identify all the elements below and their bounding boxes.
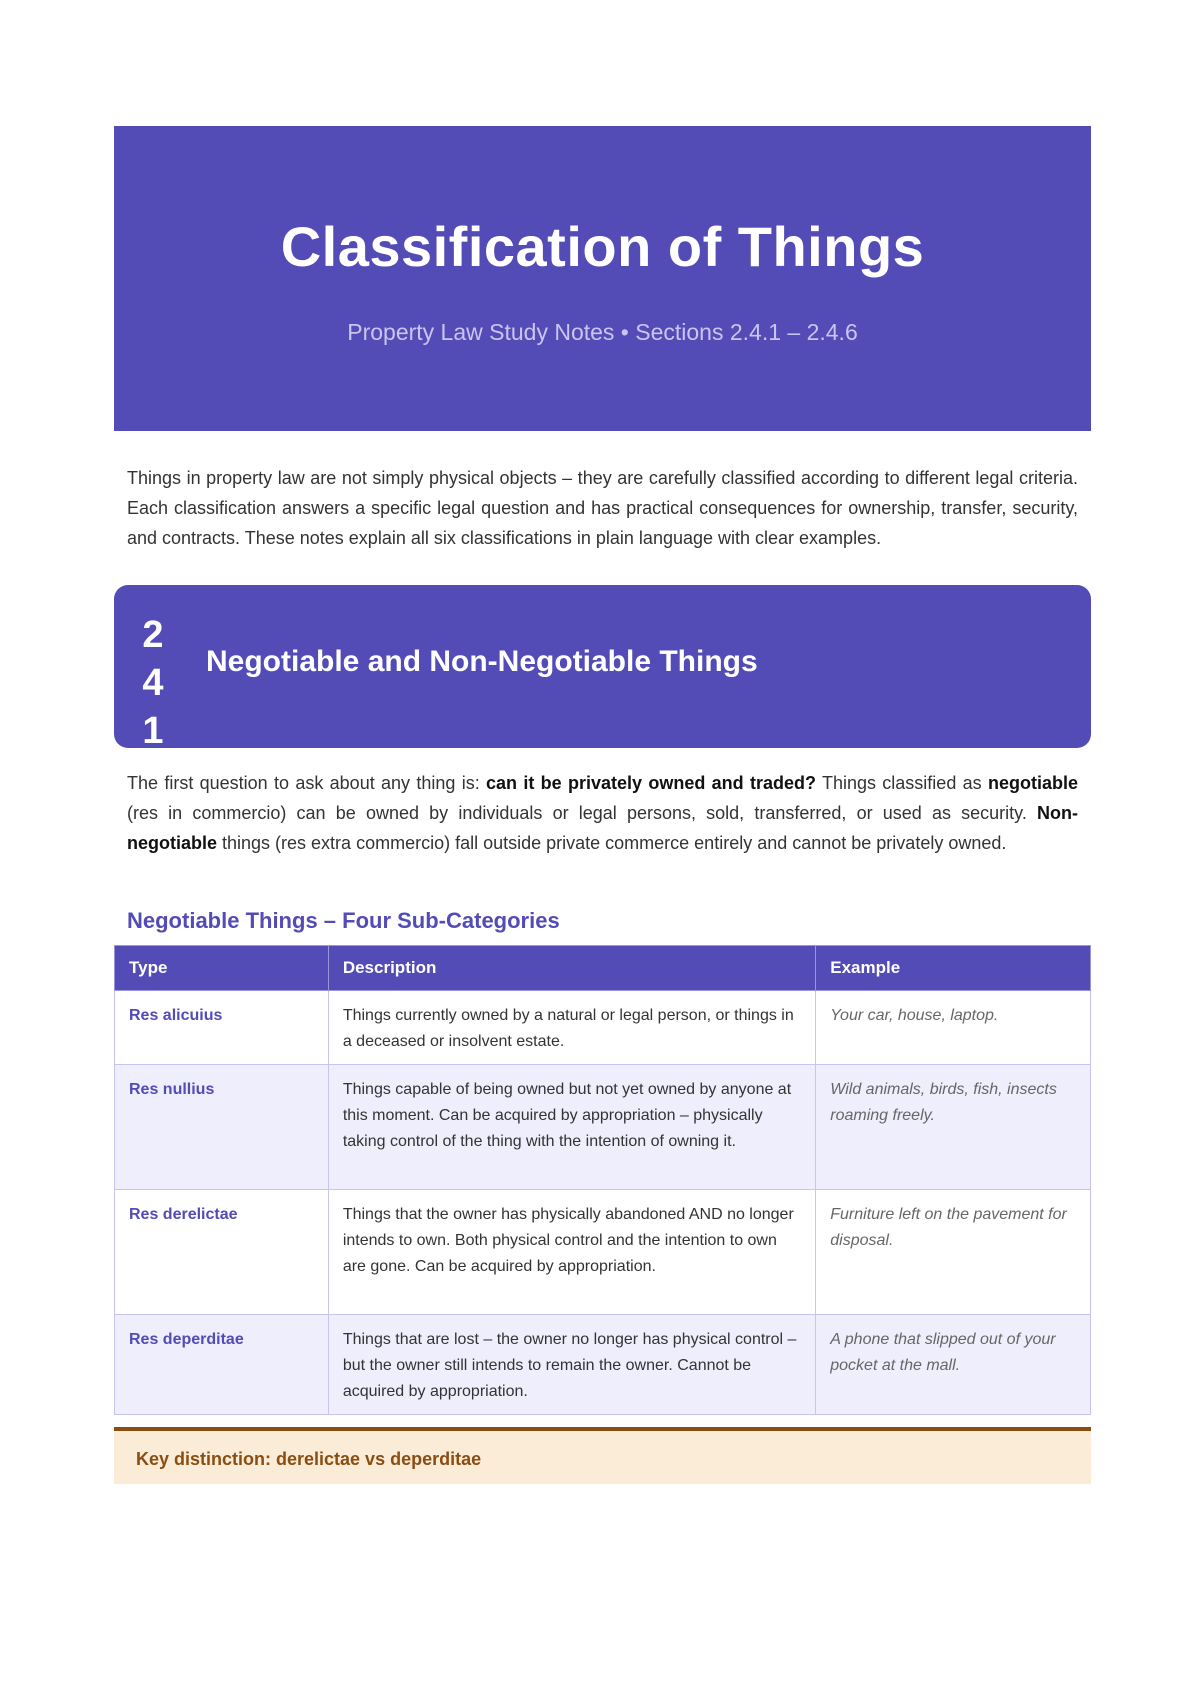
- column-header-type: Type: [115, 946, 329, 991]
- type-cell: Res deperditae: [115, 1315, 329, 1415]
- key-distinction-callout: [114, 1427, 1091, 1484]
- section-header-2-4-1: [114, 585, 1091, 752]
- type-cell: Res derelictae: [115, 1190, 329, 1315]
- type-cell: Res alicuius: [115, 991, 329, 1065]
- section-number-digit: 1: [142, 710, 164, 752]
- paragraph-text: The first question to ask about any thing is:: [127, 773, 487, 793]
- callout-title: Key distinction: derelictae vs deperditae: [136, 1449, 482, 1469]
- example-cell: Furniture left on the pavement for disposal.: [816, 1190, 1091, 1315]
- column-header-description: Description: [328, 946, 815, 991]
- paragraph-text: Things classified as: [815, 773, 988, 793]
- example-cell: Wild animals, birds, fish, insects roaming freely.: [816, 1065, 1091, 1190]
- document-page: [114, 126, 1091, 1484]
- title-banner: [114, 126, 1091, 431]
- subsection-heading: Negotiable Things – Four Sub-Categories: [127, 908, 560, 933]
- page-title: Classification of Things: [280, 215, 925, 278]
- section-title: Negotiable and Non-Negotiable Things: [206, 645, 758, 678]
- table-row: [115, 1315, 1091, 1415]
- intro-paragraph: Things in property law are not simply physical objects – they are carefully classified according to different legal criteria. Each classification answers a specific legal question and has practical consequences for ownership, transfer, security, and contracts. These notes explain all six classifications in plain language with clear examples.: [127, 468, 1078, 548]
- example-cell: Your car, house, laptop.: [816, 991, 1091, 1065]
- table-row: [115, 1190, 1091, 1315]
- negotiable-things-table: [114, 945, 1091, 1415]
- description-cell: Things that the owner has physically abandoned AND no longer intends to own. Both physical control and the intention to own are gone. Can be acquired by appropriation.: [328, 1190, 815, 1315]
- example-cell: A phone that slipped out of your pocket at the mall.: [816, 1315, 1091, 1415]
- table-row: [115, 991, 1091, 1065]
- type-cell: Res nullius: [115, 1065, 329, 1190]
- section-number-digit: 4: [142, 662, 164, 704]
- section-number: [138, 611, 168, 755]
- table-header-row: [115, 946, 1091, 991]
- section-number-digit: 2: [142, 614, 164, 656]
- page-subtitle: Property Law Study Notes • Sections 2.4.1 – 2.4.6: [347, 319, 858, 345]
- paragraph-text: things (res extra commercio) fall outside private commerce entirely and cannot be privately owned.: [217, 833, 1007, 853]
- description-cell: Things currently owned by a natural or legal person, or things in a deceased or insolvent estate.: [328, 991, 815, 1065]
- description-cell: Things that are lost – the owner no longer has physical control – but the owner still intends to remain the owner. Cannot be acquired by appropriation.: [328, 1315, 815, 1415]
- description-cell: Things capable of being owned but not yet owned by anyone at this moment. Can be acquired by appropriation – physically taking control of the thing with the intention of owning it.: [328, 1065, 815, 1190]
- paragraph-bold-text: negotiable: [987, 773, 1078, 793]
- table-row: [115, 1065, 1091, 1190]
- section-paragraph: [127, 768, 1078, 858]
- paragraph-bold-text: can it be privately owned and traded?: [486, 773, 816, 793]
- paragraph-bold-text: Non-negotiable: [127, 803, 1078, 853]
- column-header-example: Example: [816, 946, 1091, 991]
- paragraph-text: (res in commercio) can be owned by individuals or legal persons, sold, transferred, or used as security.: [127, 803, 1038, 823]
